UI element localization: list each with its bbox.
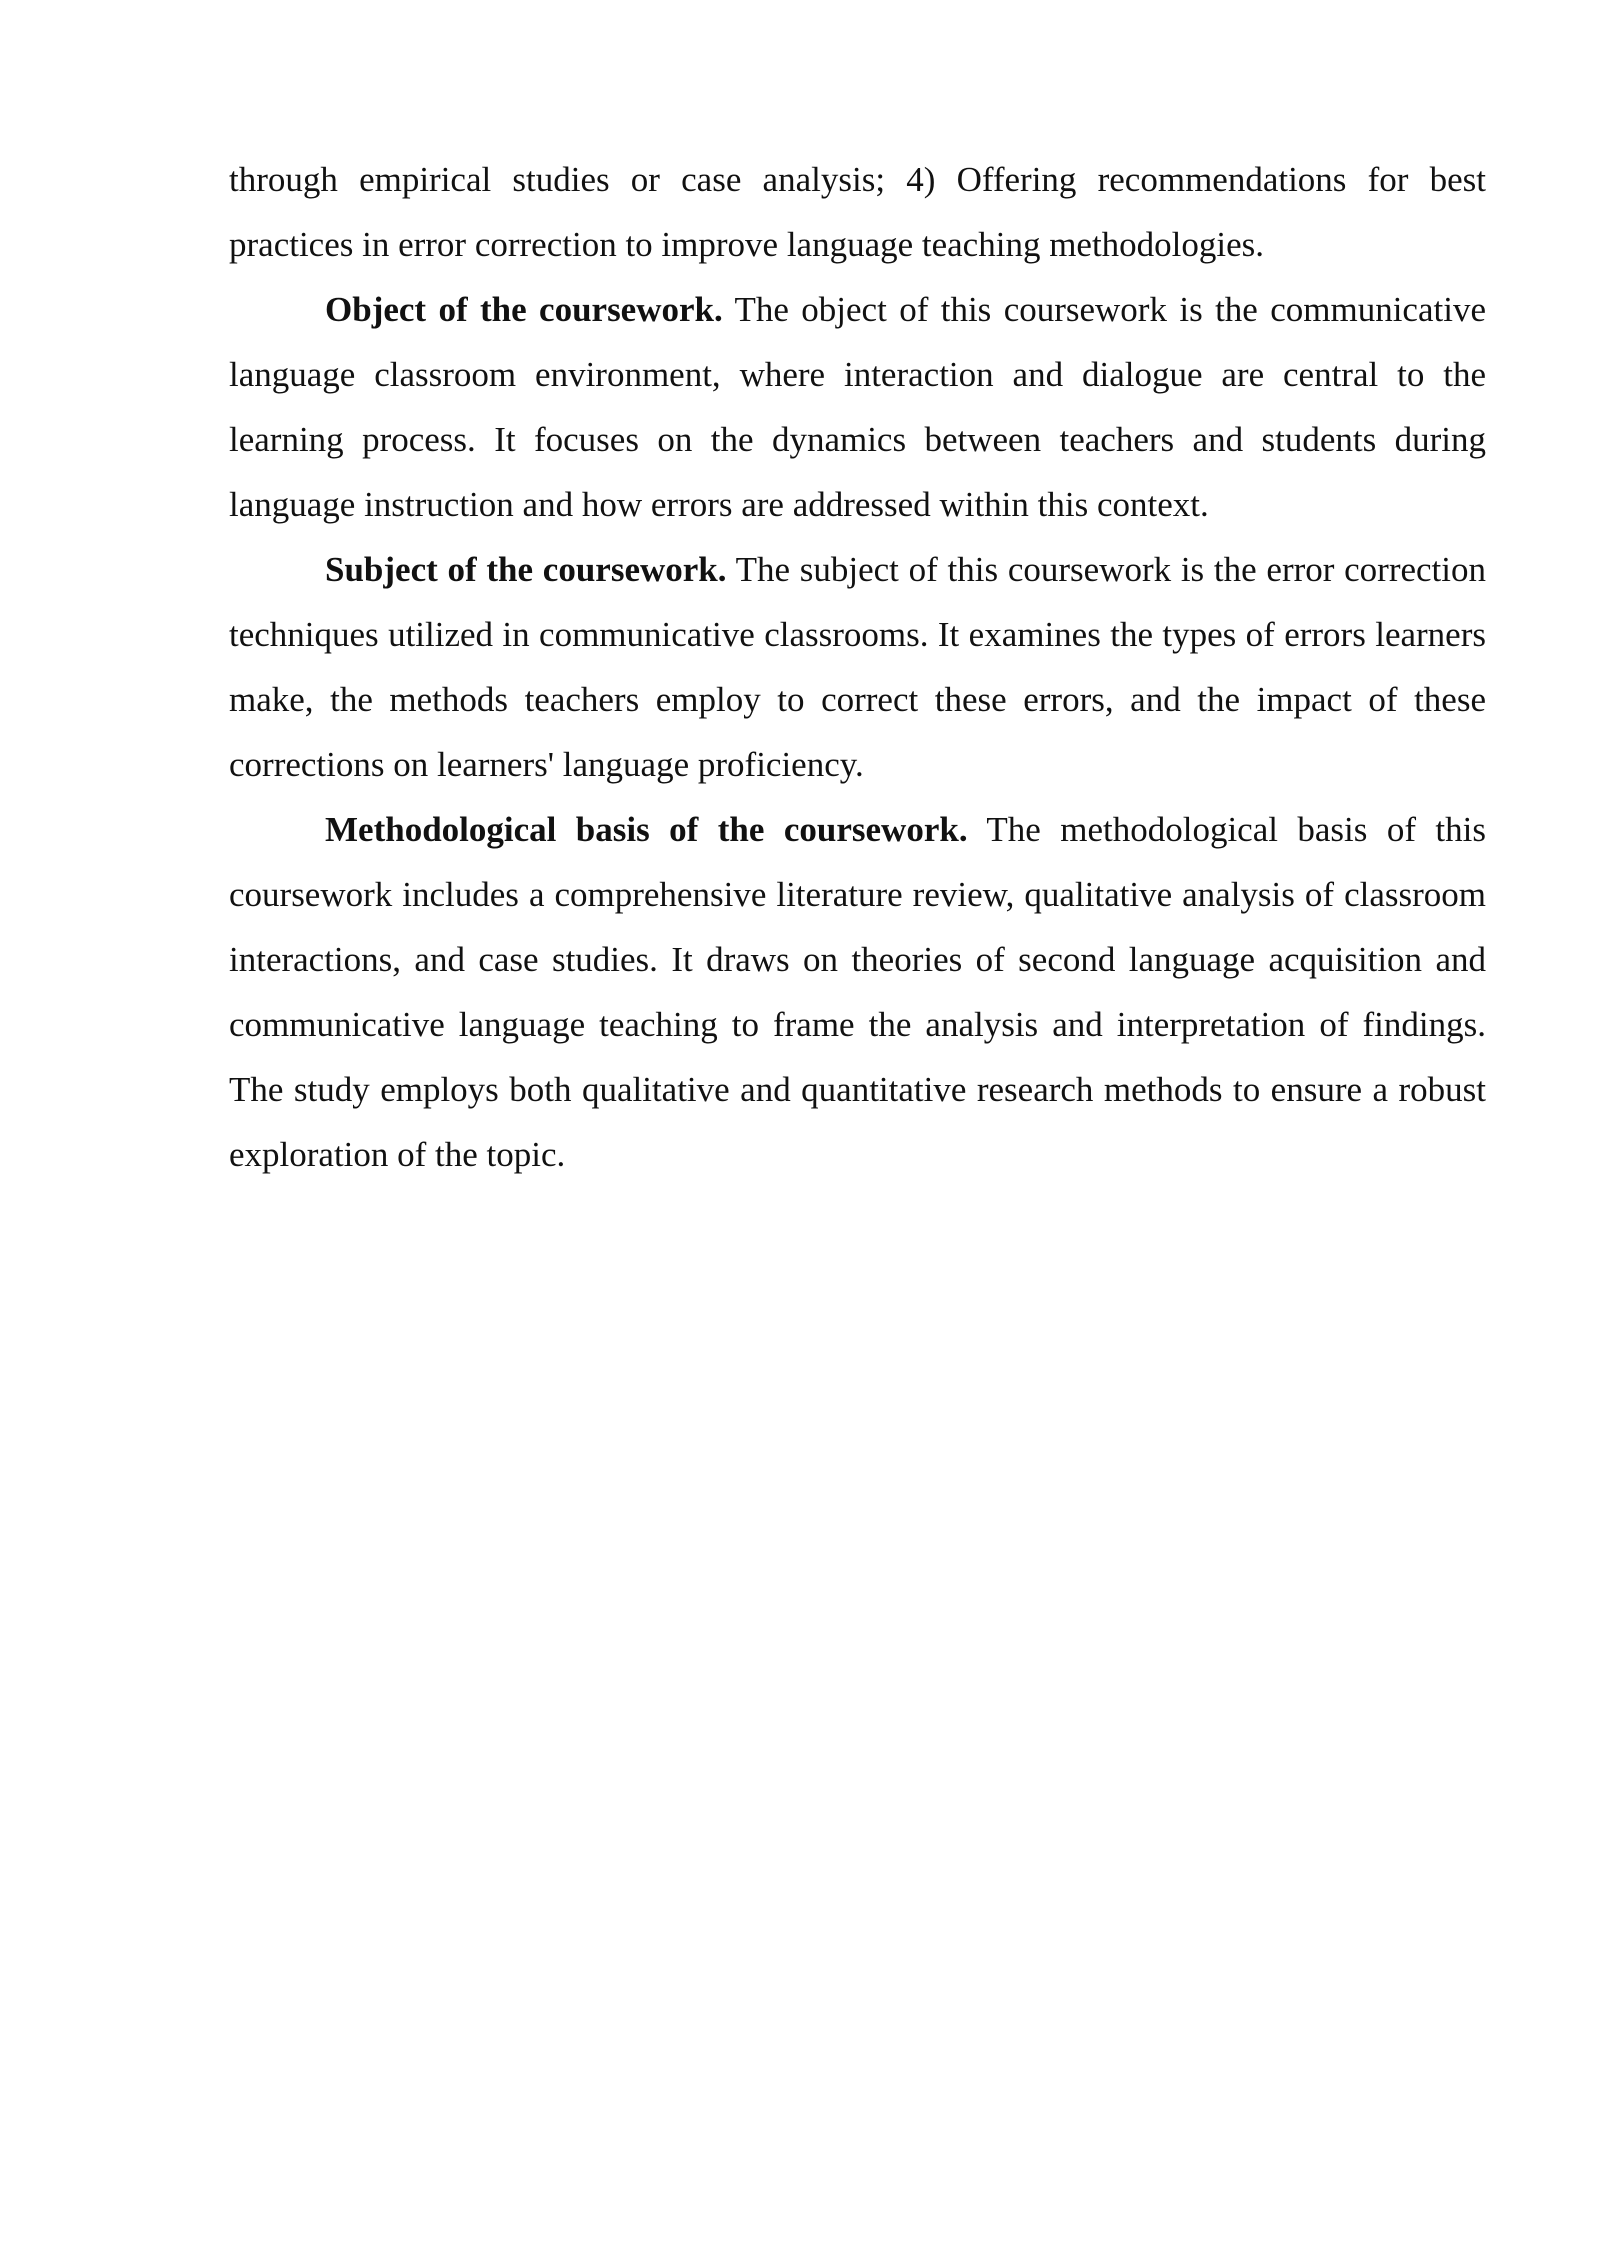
paragraph-heading-subject: Subject of the coursework. [325, 550, 727, 589]
body-text [229, 147, 1486, 1187]
paragraph-text: The object of this coursework is the communicative language classroom environment, where interaction and dialogue are central to the learning process. It focuses on the dynamics between teachers and students during language instruction and how errors are addressed within this context. [229, 290, 1486, 524]
paragraph-heading-methodology: Methodological basis of the coursework. [325, 810, 968, 849]
paragraph-text: The subject of this coursework is the error correction techniques utilized in communicative classrooms. It examines the types of errors learners make, the methods teachers employ to correct these errors, and the impact of these corrections on learners' language proficiency. [229, 550, 1487, 784]
paragraph-text: The methodological basis of this coursework includes a comprehensive literature review, qualitative analysis of classroom interactions, and case studies. It draws on theories of second language acquisition and communicative language teaching to frame the analysis and interpretation of findings. The study employs both qualitative and quantitative research methods to ensure a robust exploration of the topic. [229, 810, 1486, 1174]
paragraph-object [229, 277, 1486, 537]
paragraph-methodology [229, 797, 1486, 1187]
paragraph-text: through empirical studies or case analysis; 4) Offering recommendations for best practices in error correction to improve language teaching methodologies. [229, 160, 1486, 264]
paragraph-heading-object: Object of the coursework. [325, 290, 723, 329]
paragraph-subject [229, 537, 1486, 797]
paragraph-continuation [229, 147, 1486, 277]
